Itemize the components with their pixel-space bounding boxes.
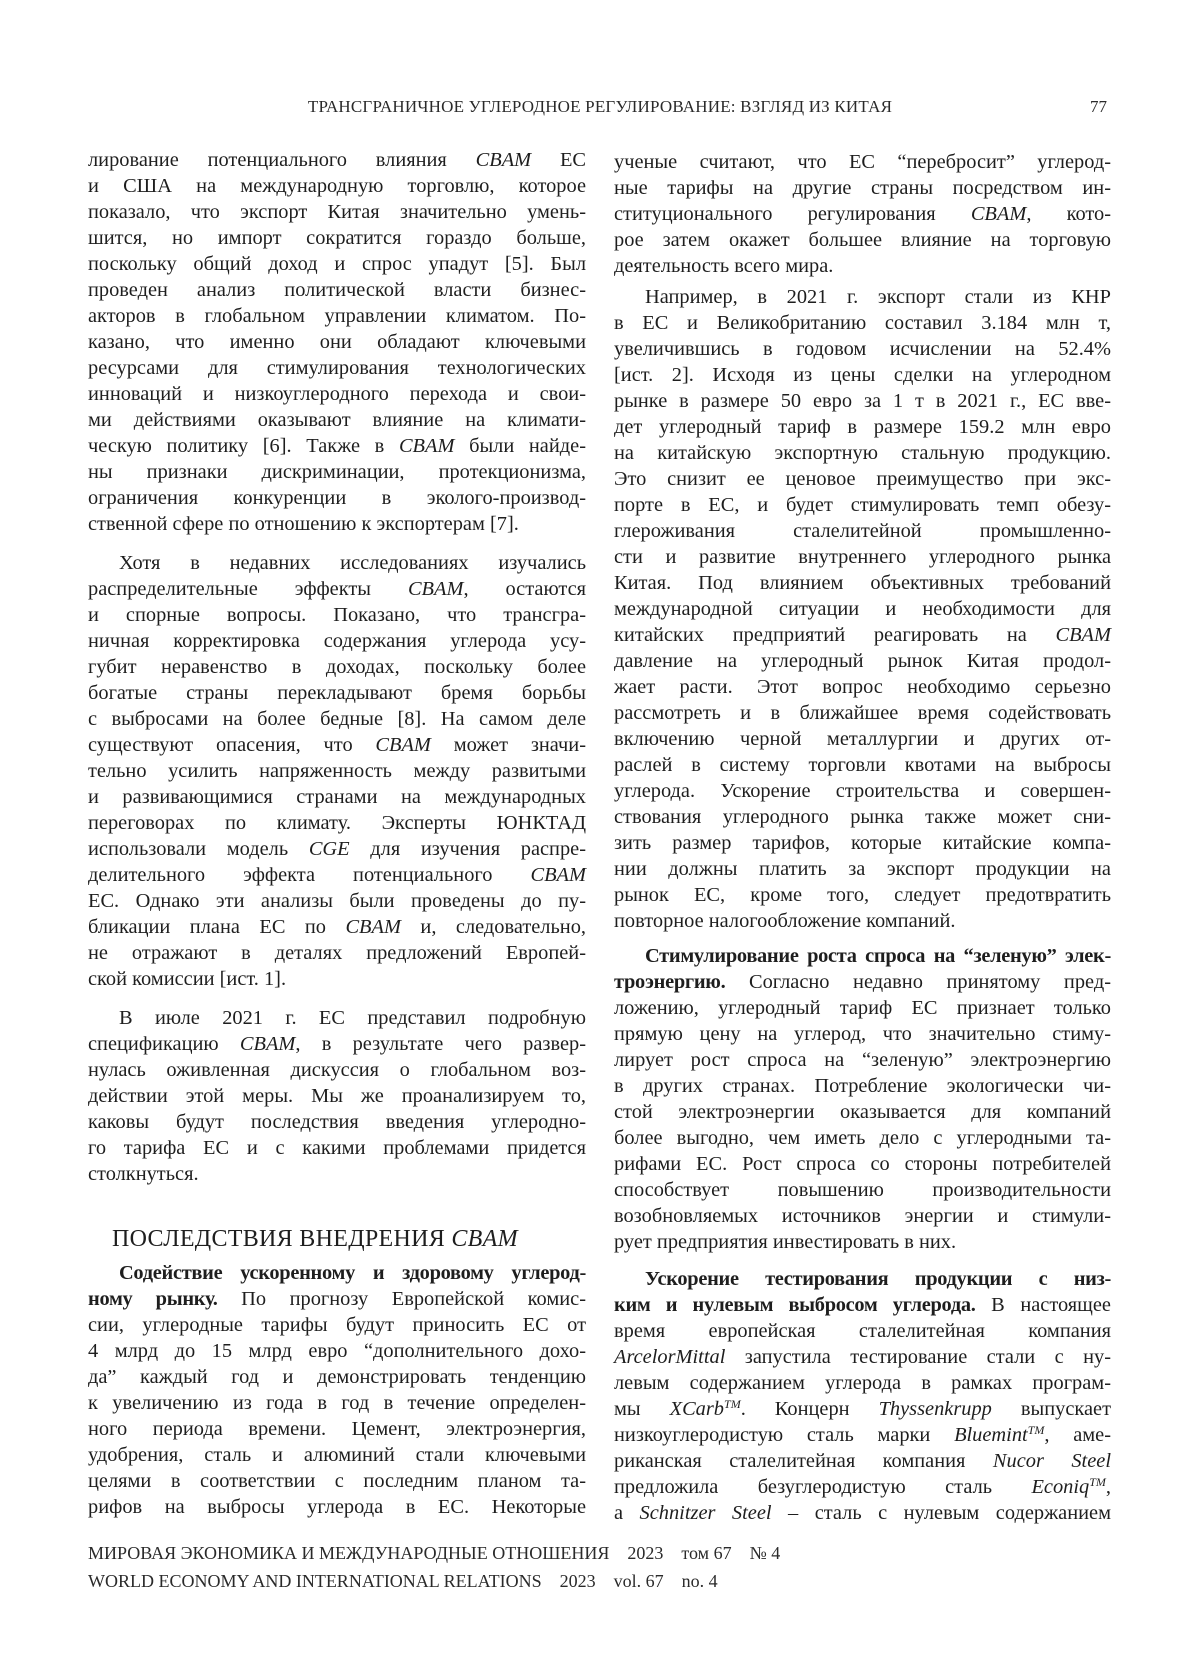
italic-term: CBAM — [375, 734, 431, 756]
paragraph — [614, 284, 1111, 934]
text-run: сти и развитие внутреннего углеродного рынка — [614, 546, 1111, 568]
trademark-superscript: TM — [1028, 1423, 1045, 1437]
text-run: спецификацию — [88, 1033, 240, 1055]
text-line — [88, 1364, 586, 1390]
text-run: рассмотреть и в ближайшее время содействовать — [614, 702, 1111, 724]
text-line — [614, 175, 1111, 201]
text-run: повторное налогообложение компаний. — [614, 910, 955, 932]
text-line — [614, 1344, 1111, 1370]
text-line — [88, 1135, 586, 1161]
text-line — [614, 969, 1111, 995]
text-line — [614, 1422, 1111, 1448]
text-line — [88, 550, 586, 576]
text-run: , кото- — [1026, 203, 1111, 225]
text-line — [614, 1229, 1111, 1255]
text-line — [614, 544, 1111, 570]
text-run: существуют опасения, что — [88, 734, 375, 756]
text-line — [88, 680, 586, 706]
text-run: запустила тестирование стали с ну- — [725, 1346, 1111, 1368]
text-run: го тарифа ЕС и с какими проблемами придется — [88, 1137, 586, 1159]
text-line — [88, 1338, 586, 1364]
text-run: ресурсами для стимулирования технологических — [88, 357, 586, 379]
text-run: ного периода времени. Цемент, электроэнергия, — [88, 1418, 586, 1440]
text-run: , аме- — [1044, 1424, 1111, 1446]
text-line — [88, 199, 586, 225]
text-line — [614, 856, 1111, 882]
text-run: тельно усилить напряженность между развитыми — [88, 760, 586, 782]
italic-term: CBAM — [1056, 624, 1112, 646]
bold-lead-in: Стимулирование роста спроса на “зеленую” элек- — [645, 945, 1111, 967]
text-run: левым содержанием углерода в рамках програм- — [614, 1372, 1111, 1394]
text-run: более выгодно, чем иметь дело с углеродными та- — [614, 1127, 1111, 1149]
text-run: в других странах. Потребление экологически чи- — [614, 1075, 1111, 1097]
text-line — [614, 1073, 1111, 1099]
paragraph — [614, 943, 1111, 1255]
text-run: и спорные вопросы. Показано, что трансгра- — [88, 604, 586, 626]
text-line — [88, 407, 586, 433]
text-run: рое затем окажет большее влияние на торговую — [614, 229, 1111, 251]
text-run: инноваций и низкоуглеродного перехода и свои- — [88, 383, 586, 405]
text-line — [614, 201, 1111, 227]
text-run: прямую цену на углерод, что значительно стиму- — [614, 1023, 1111, 1045]
text-line — [614, 1500, 1111, 1526]
text-run: раслей в систему торговли квотами на выбросы — [614, 754, 1111, 776]
paragraph — [88, 147, 586, 537]
italic-term: CBAM — [399, 435, 455, 457]
footer-journal-en — [88, 1571, 736, 1592]
bold-lead-in: ким и нулевым выбросом углерода. — [614, 1294, 976, 1316]
paragraph — [88, 1005, 586, 1187]
text-line — [88, 1031, 586, 1057]
text-run: риканская сталелитейная компания — [614, 1450, 993, 1472]
text-line — [614, 752, 1111, 778]
text-line — [614, 1318, 1111, 1344]
italic-term: Thyssenkrupp — [879, 1398, 992, 1420]
text-line — [88, 1109, 586, 1135]
text-line — [614, 310, 1111, 336]
bold-lead-in: Содействие ускоренному и здоровому углерод- — [119, 1262, 586, 1284]
text-line — [614, 253, 1111, 279]
text-run: международной ситуации и необходимости для — [614, 598, 1111, 620]
text-run: да” каждый год и демонстрировать тенденцию — [88, 1366, 586, 1388]
text-line — [614, 388, 1111, 414]
italic-term: Nucor Steel — [993, 1450, 1111, 1472]
page-number: 77 — [1090, 97, 1107, 117]
text-run: акторов в глобальном управлении климатом. По- — [88, 305, 586, 327]
text-line — [614, 336, 1111, 362]
footer-year: 2023 — [627, 1543, 663, 1563]
section-heading-italic: CBAM — [451, 1226, 518, 1252]
text-line — [614, 648, 1111, 674]
text-run: ложению, углеродный тариф ЕС признает только — [614, 997, 1111, 1019]
trademark-superscript: TM — [1089, 1475, 1106, 1489]
text-run: включению черной металлургии и других от- — [614, 728, 1111, 750]
section-heading-text: ПОСЛЕДСТВИЯ ВНЕДРЕНИЯ — [112, 1226, 451, 1252]
text-run: с выбросами на более бедные [8]. На самом деле — [88, 708, 586, 730]
text-run: зить размер тарифов, которые китайские компа- — [614, 832, 1111, 854]
text-run: целями в соответствии с последним планом та- — [88, 1470, 586, 1492]
text-line — [88, 485, 586, 511]
text-run: нии должны платить за экспорт продукции на — [614, 858, 1111, 880]
text-line — [614, 284, 1111, 310]
text-run: ствования углеродного рынка также может сни- — [614, 806, 1111, 828]
text-line — [88, 1390, 586, 1416]
paragraph — [614, 149, 1111, 279]
text-line — [88, 576, 586, 602]
text-run: и, следовательно, — [401, 916, 586, 938]
text-run: , — [1106, 1476, 1111, 1498]
text-run: ограничения конкуренции в эколого-производ- — [88, 487, 586, 509]
text-run: увеличившись в годовом исчислении на 52.4% — [614, 338, 1111, 360]
italic-term: CBAM — [531, 864, 587, 886]
text-line — [614, 518, 1111, 544]
text-run: ученые считают, что ЕС “перебросит” углерод- — [614, 151, 1111, 173]
text-run: богатые страны перекладывают бремя борьбы — [88, 682, 586, 704]
text-run: 4 млрд до 15 млрд евро “дополнительного дохо- — [88, 1340, 586, 1362]
text-run: Например, в 2021 г. экспорт стали из КНР — [645, 286, 1111, 308]
footer-journal-title: МИРОВАЯ ЭКОНОМИКА И МЕЖДУНАРОДНЫЕ ОТНОШЕНИЯ — [88, 1543, 609, 1563]
text-line — [88, 1312, 586, 1338]
text-line — [614, 1177, 1111, 1203]
text-run: В июле 2021 г. ЕС представил подробную — [119, 1007, 586, 1029]
text-line — [88, 836, 586, 862]
text-run: показало, что экспорт Китая значительно умень- — [88, 201, 586, 223]
text-run: выпускает — [992, 1398, 1111, 1420]
bold-lead-in: Ускорение тестирования продукции с низ- — [645, 1268, 1111, 1290]
text-line — [88, 147, 586, 173]
text-run: рифов на выбросы углерода в ЕС. Некоторые — [88, 1496, 586, 1518]
text-line — [614, 440, 1111, 466]
text-run: ны признаки дискриминации, протекционизма, — [88, 461, 586, 483]
text-line — [88, 940, 586, 966]
text-line — [614, 1203, 1111, 1229]
text-run: время европейская сталелитейная компания — [614, 1320, 1111, 1342]
text-line — [614, 1474, 1111, 1500]
text-run: Это снизит ее ценовое преимущество при экс- — [614, 468, 1111, 490]
footer-journal-title: WORLD ECONOMY AND INTERNATIONAL RELATIONS — [88, 1571, 542, 1591]
text-line — [88, 654, 586, 680]
italic-term: CBAM — [240, 1033, 296, 1055]
text-line — [88, 1083, 586, 1109]
text-line — [88, 914, 586, 940]
text-run: ЕС. Однако эти анализы были проведены до пу- — [88, 890, 586, 912]
text-run: рифами ЕС. Рост спроса со стороны потребителей — [614, 1153, 1111, 1175]
text-line — [88, 1005, 586, 1031]
text-run: Хотя в недавних исследованиях изучались — [119, 552, 586, 574]
text-line — [88, 1494, 586, 1520]
text-line — [614, 1021, 1111, 1047]
text-line — [88, 1057, 586, 1083]
paragraph — [614, 1266, 1111, 1526]
text-run: удобрения, сталь и алюминий стали ключевыми — [88, 1444, 586, 1466]
text-run: давление на углеродный рынок Китая продол- — [614, 650, 1111, 672]
footer-issue: № 4 — [750, 1543, 781, 1563]
text-line — [88, 1442, 586, 1468]
text-line — [614, 726, 1111, 752]
text-run: бликации плана ЕС по — [88, 916, 345, 938]
text-run: проведен анализ политической власти бизнес- — [88, 279, 586, 301]
text-line — [614, 570, 1111, 596]
text-run: рынке в размере 50 евро за 1 т в 2021 г., ЕС вве- — [614, 390, 1111, 412]
italic-term: ArcelorMittal — [614, 1346, 725, 1368]
text-line — [88, 225, 586, 251]
text-line — [614, 1396, 1111, 1422]
text-line — [88, 888, 586, 914]
text-line — [614, 466, 1111, 492]
text-line — [88, 459, 586, 485]
text-run: ственной сфере по отношению к экспортерам [7]. — [88, 513, 519, 535]
text-line — [88, 810, 586, 836]
text-run: каковы будут последствия введения углеродно- — [88, 1111, 586, 1133]
text-run: деятельность всего мира. — [614, 255, 833, 277]
text-line — [88, 862, 586, 888]
text-run: , остаются — [463, 578, 586, 600]
section-heading — [112, 1226, 518, 1253]
italic-term: Schnitzer Steel — [640, 1502, 772, 1524]
trademark-superscript: TM — [724, 1397, 741, 1411]
text-run: ные тарифы на другие страны посредством ин- — [614, 177, 1111, 199]
text-line — [614, 943, 1111, 969]
text-run: По прогнозу Европейской комис- — [218, 1288, 586, 1310]
text-line — [88, 758, 586, 784]
text-run: глероживания сталелитейной промышленно- — [614, 520, 1111, 542]
text-line — [88, 173, 586, 199]
text-run: на китайскую экспортную стальную продукцию. — [614, 442, 1111, 464]
text-run: ституционального регулирования — [614, 203, 971, 225]
footer-volume: том 67 — [681, 1543, 731, 1563]
text-run: ческую политику [6]. Также в — [88, 435, 399, 457]
text-line — [88, 511, 586, 537]
text-line — [614, 908, 1111, 934]
text-line — [614, 362, 1111, 388]
text-run: губит неравенство в доходах, поскольку более — [88, 656, 586, 678]
text-line — [88, 602, 586, 628]
text-line — [614, 1151, 1111, 1177]
text-line — [614, 1292, 1111, 1318]
paragraph — [88, 550, 586, 992]
text-line — [614, 1266, 1111, 1292]
text-run: сии, углеродные тарифы будут приносить ЕС от — [88, 1314, 586, 1336]
running-title: ТРАНСГРАНИЧНОЕ УГЛЕРОДНОЕ РЕГУЛИРОВАНИЕ: ВЗГЛЯД ИЗ КИТАЯ — [0, 97, 1200, 117]
text-run: китайских предприятий реагировать на — [614, 624, 1056, 646]
text-line — [88, 329, 586, 355]
text-run: казано, что именно они обладают ключевыми — [88, 331, 586, 353]
text-line — [88, 433, 586, 459]
text-line — [614, 1370, 1111, 1396]
text-run: жает расти. Этот вопрос необходимо серьезно — [614, 676, 1111, 698]
italic-term: XCarb — [670, 1398, 724, 1420]
bold-lead-in: троэнергию. — [614, 971, 725, 993]
text-run: переговорах по климату. Эксперты ЮНКТАД — [88, 812, 586, 834]
text-line — [88, 1416, 586, 1442]
text-run: в ЕС и Великобританию составил 3.184 млн т, — [614, 312, 1111, 334]
footer-volume: vol. 67 — [614, 1571, 664, 1591]
text-run: поскольку общий доход и спрос упадут [5]. Был — [88, 253, 586, 275]
text-line — [614, 227, 1111, 253]
bold-lead-in: ному рынку. — [88, 1288, 218, 1310]
text-run: дет углеродный тариф в размере 159.2 млн евро — [614, 416, 1111, 438]
paragraph — [88, 1260, 586, 1520]
text-line — [614, 674, 1111, 700]
text-run: , в результате чего развер- — [295, 1033, 586, 1055]
text-line — [88, 966, 586, 992]
text-run: рынок ЕС, кроме того, следует предотвратить — [614, 884, 1111, 906]
text-run: а — [614, 1502, 640, 1524]
text-line — [88, 732, 586, 758]
text-line — [614, 622, 1111, 648]
text-run: лирование потенциального влияния — [88, 149, 476, 171]
text-run: использовали модель — [88, 838, 309, 860]
text-run: может значи- — [431, 734, 586, 756]
text-run: [ист. 2]. Исходя из цены сделки на углеродном — [614, 364, 1111, 386]
text-run: ничная корректировка содержания углерода усу- — [88, 630, 586, 652]
text-run: предложила безуглеродистую сталь — [614, 1476, 1031, 1498]
text-run: мы — [614, 1398, 670, 1420]
text-run: действии этой меры. Мы же проанализируем то, — [88, 1085, 586, 1107]
text-run: порте в ЕС, и будет стимулировать темп обезу- — [614, 494, 1111, 516]
text-line — [614, 596, 1111, 622]
italic-term: Bluemint — [954, 1424, 1028, 1446]
text-line — [614, 1047, 1111, 1073]
text-run: ЕС — [531, 149, 586, 171]
italic-term: CBAM — [971, 203, 1027, 225]
text-run: возобновляемых источников энергии и стимули- — [614, 1205, 1111, 1227]
text-run: распределительные эффекты — [88, 578, 408, 600]
text-run: лирует рост спроса на “зеленую” электроэнергию — [614, 1049, 1111, 1071]
text-run: Китая. Под влиянием объективных требований — [614, 572, 1111, 594]
text-line — [88, 251, 586, 277]
text-line — [614, 995, 1111, 1021]
text-run: и США на международную торговлю, которое — [88, 175, 586, 197]
italic-term: CBAM — [408, 578, 464, 600]
text-line — [614, 804, 1111, 830]
text-line — [88, 381, 586, 407]
text-run: В настоящее — [976, 1294, 1111, 1316]
text-run: для изучения распре- — [350, 838, 586, 860]
text-run: – сталь с нулевым содержанием — [772, 1502, 1111, 1524]
text-run: столкнуться. — [88, 1163, 199, 1185]
text-line — [88, 706, 586, 732]
italic-term: CGE — [309, 838, 350, 860]
footer-issue: no. 4 — [682, 1571, 718, 1591]
text-line — [614, 1448, 1111, 1474]
text-run: . Концерн — [741, 1398, 879, 1420]
text-run: шится, но импорт сократится гораздо больше, — [88, 227, 586, 249]
text-run: способствует повышению производительности — [614, 1179, 1111, 1201]
text-run: Согласно недавно принятому пред- — [725, 971, 1111, 993]
italic-term: CBAM — [345, 916, 401, 938]
text-run: делительного эффекта потенциального — [88, 864, 531, 886]
text-run: и развивающимися странами на международных — [88, 786, 586, 808]
text-line — [88, 1161, 586, 1187]
text-line — [614, 149, 1111, 175]
text-line — [614, 830, 1111, 856]
text-line — [614, 882, 1111, 908]
text-line — [88, 1286, 586, 1312]
text-line — [88, 1260, 586, 1286]
text-run: углерода. Ускорение строительства и совершен- — [614, 780, 1111, 802]
text-run: низкоуглеродистую сталь марки — [614, 1424, 954, 1446]
text-run: нулась оживленная дискуссия о глобальном воз- — [88, 1059, 586, 1081]
text-line — [88, 277, 586, 303]
text-line — [88, 628, 586, 654]
text-run: рует предприятия инвестировать в них. — [614, 1231, 956, 1253]
text-line — [614, 414, 1111, 440]
text-line — [88, 303, 586, 329]
text-line — [88, 355, 586, 381]
italic-term: CBAM — [476, 149, 532, 171]
italic-term: Econiq — [1031, 1476, 1089, 1498]
text-line — [614, 700, 1111, 726]
footer-journal-ru — [88, 1543, 798, 1564]
text-run: ской комиссии [ист. 1]. — [88, 968, 286, 990]
text-run: стой электроэнергии оказывается для компаний — [614, 1101, 1111, 1123]
text-run: ми действиями оказывают влияние на климати- — [88, 409, 586, 431]
text-run: к увеличению из года в год в течение определен- — [88, 1392, 586, 1414]
text-line — [88, 784, 586, 810]
text-run: не отражают в деталях предложений Европей- — [88, 942, 586, 964]
text-line — [88, 1468, 586, 1494]
footer-year: 2023 — [560, 1571, 596, 1591]
text-line — [614, 1125, 1111, 1151]
text-line — [614, 778, 1111, 804]
text-line — [614, 1099, 1111, 1125]
text-run: были найде- — [454, 435, 586, 457]
text-line — [614, 492, 1111, 518]
